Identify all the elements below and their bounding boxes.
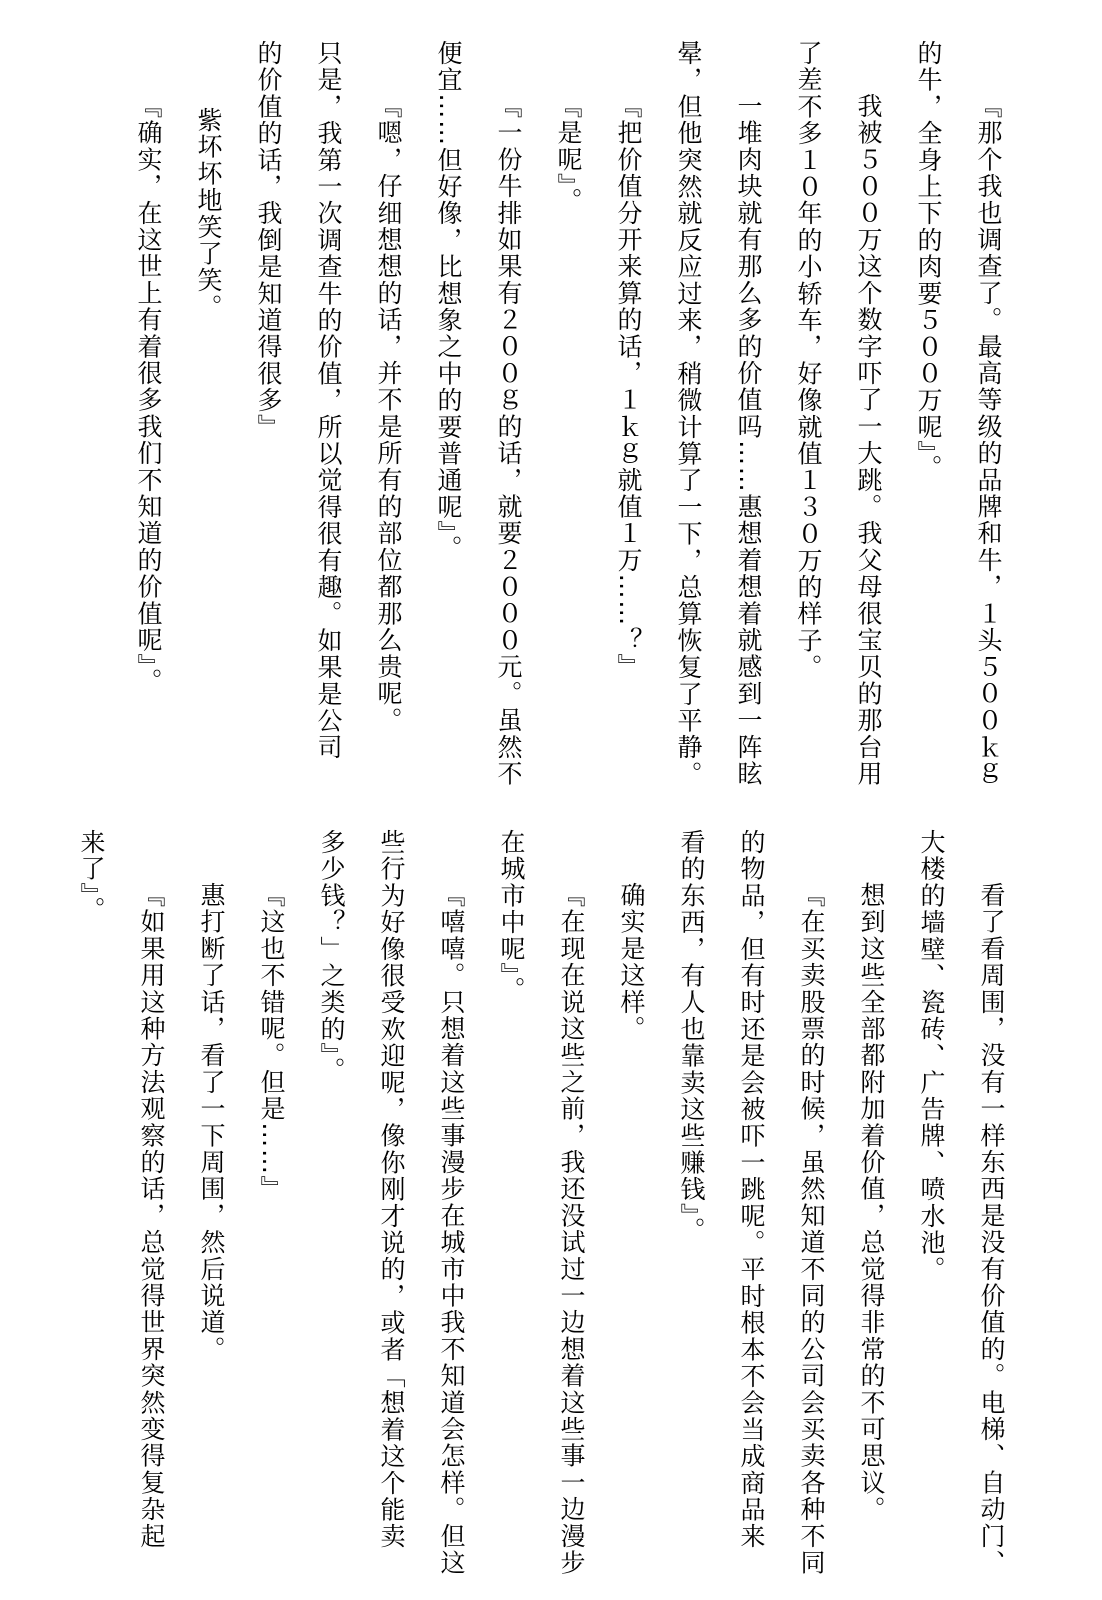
text-column: 紫坏坏地笑了笑。	[194, 107, 223, 321]
text-block-lower	[61, 829, 1021, 1599]
text-column: 『嗯，仔细想想的话，并不是所有的部位都那么贵呢。	[374, 93, 403, 734]
text-block-upper	[118, 40, 1018, 810]
text-column: 惠打断了话，看了一下周围，然后说道。	[197, 882, 226, 1363]
text-column: 便宜……但好像，比想象之中的要普通呢』。	[434, 40, 463, 562]
text-column: 多少钱？」之类的』。	[317, 829, 346, 1084]
text-column: 我被５００万这个数字吓了一大跳。我父母很宝贝的那台用	[854, 93, 883, 788]
paragraph	[658, 40, 778, 810]
text-column: 『嘻嘻。只想着这些事漫步在城市中我不知道会怎样。但这	[437, 882, 466, 1577]
paragraph	[418, 40, 538, 810]
text-column: 『一份牛排如果有２００ｇ的话，就要２０００元。虽然不	[494, 93, 523, 788]
paragraph	[898, 40, 1018, 810]
paragraph	[118, 40, 178, 810]
paragraph	[598, 40, 658, 810]
text-column: 一堆肉块就有那么多的价值吗……惠想着想着就感到一阵眩	[734, 93, 763, 788]
text-column: 大楼的墙壁、瓷砖、广告牌、喷水池。	[917, 829, 946, 1283]
text-column: 看的东西，有人也靠卖这些赚钱』。	[677, 829, 706, 1244]
text-column: 的牛，全身上下的肉要５００万呢』。	[914, 40, 943, 482]
paragraph	[61, 829, 181, 1599]
paragraph	[841, 829, 901, 1599]
paragraph	[661, 829, 841, 1599]
paragraph	[301, 829, 481, 1599]
paragraph	[901, 829, 1021, 1599]
paragraph	[241, 829, 301, 1599]
text-column: 『在现在说这些之前，我还没试过一边想着这些事一边漫步	[557, 882, 586, 1577]
text-column: 确实是这样。	[617, 882, 646, 1043]
text-column: 的物品，但有时还是会被吓一跳呢。平时根本不会当成商品来	[737, 829, 766, 1550]
paragraph	[601, 829, 661, 1599]
paragraph	[538, 40, 598, 810]
text-column: 在城市中呢』。	[497, 829, 526, 1004]
text-column: 『把价值分开来算的话，１ｋｇ就值１万……？』	[614, 93, 643, 681]
paragraph	[238, 40, 418, 810]
text-column: 来了』。	[77, 829, 106, 924]
text-column: 看了看周围，没有一样东西是没有价值的。电梯、自动门、	[977, 882, 1006, 1577]
text-column: 『确实，在这世上有着很多我们不知道的价值呢』。	[134, 93, 163, 695]
text-column: 晕，但他突然就反应过来，稍微计算了一下，总算恢复了平静。	[674, 40, 703, 788]
text-column: 只是，我第一次调查牛的价值，所以觉得很有趣。如果是公司	[314, 40, 343, 761]
paragraph	[178, 40, 238, 810]
text-column: 『在买卖股票的时候，虽然知道不同的公司会买卖各种不同	[797, 882, 826, 1577]
text-column: 『那个我也调查了。最高等级的品牌和牛，１头５００ｋｇ	[974, 93, 1003, 788]
text-column: 的价值的话，我倒是知道得很多』	[254, 40, 283, 441]
paragraph	[778, 40, 898, 810]
paragraph	[181, 829, 241, 1599]
text-column: 想到这些全部都附加着价值，总觉得非常的不可思议。	[857, 882, 886, 1523]
text-column: 『这也不错呢。但是……』	[257, 882, 286, 1203]
paragraph	[481, 829, 601, 1599]
text-column: 『如果用这种方法观察的话，总觉得世界突然变得复杂起	[137, 882, 166, 1550]
text-column: 了差不多１０年的小轿车，好像就值１３０万的样子。	[794, 40, 823, 681]
text-column: 些行为好像很受欢迎呢，像你刚才说的，或者「想着这个能卖	[377, 829, 406, 1550]
text-column: 『是呢』。	[554, 93, 583, 214]
